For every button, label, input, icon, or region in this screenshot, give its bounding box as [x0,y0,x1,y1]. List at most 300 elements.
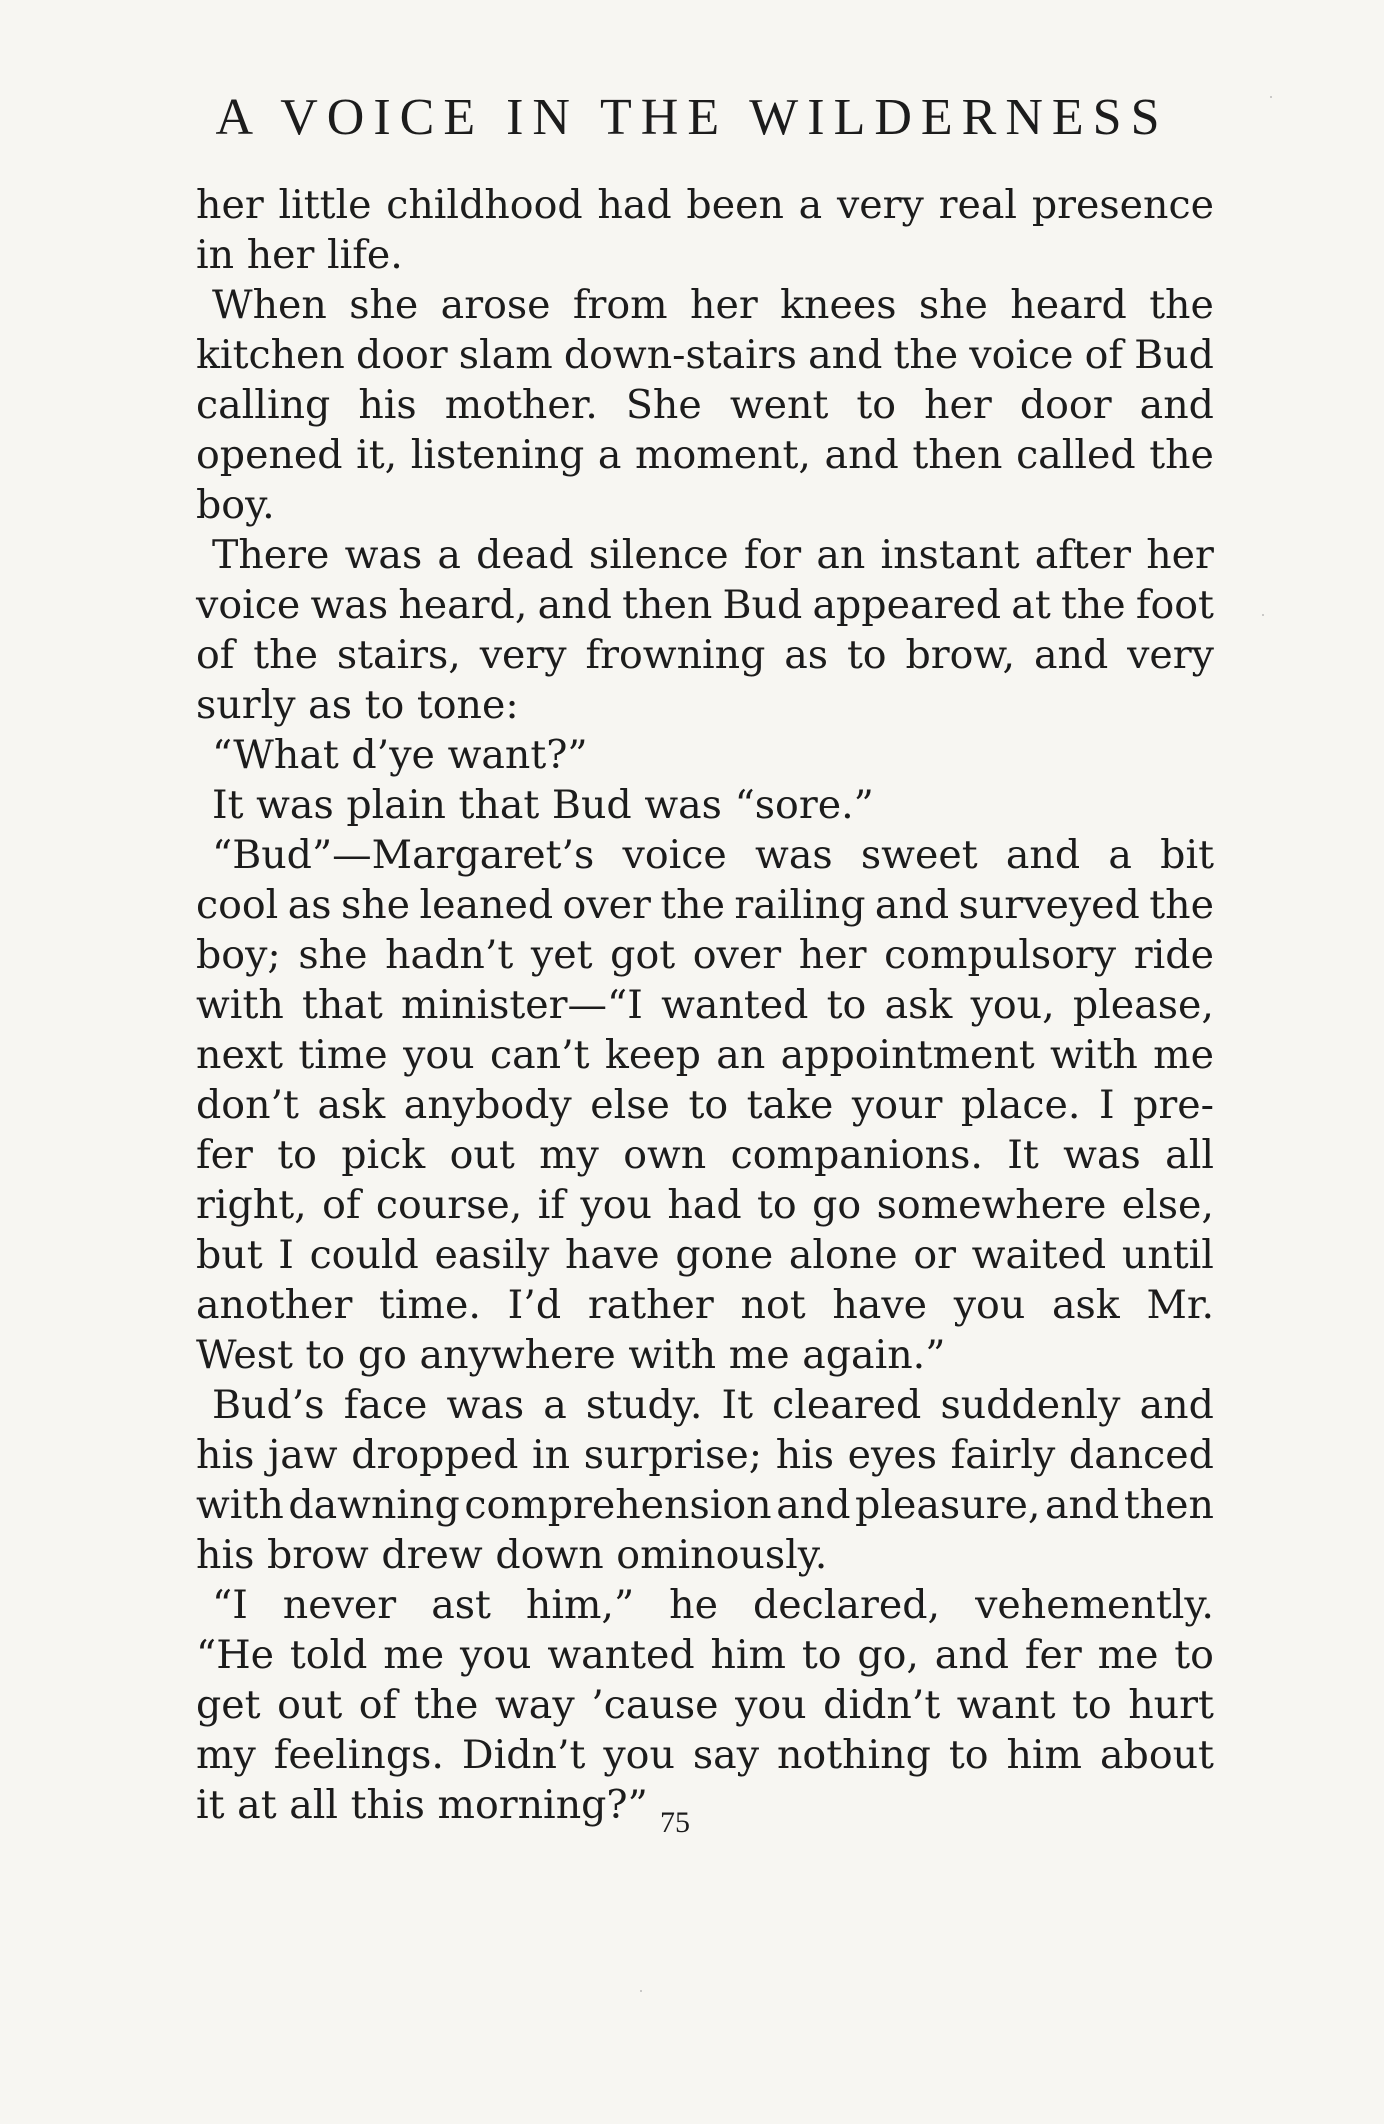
word: life. [327,232,403,278]
word: as [287,882,332,928]
word: you [603,1732,675,1778]
word: an [816,532,866,578]
word: him [1006,1732,1083,1778]
text-line [196,830,1214,880]
word: at [237,1782,277,1828]
word: waited [971,1232,1107,1278]
word: get [196,1682,261,1728]
word: had [667,1182,742,1228]
word: voice [969,332,1074,378]
word: It [1007,1132,1039,1178]
word: surveyed [958,882,1140,928]
text-line [196,1080,1214,1130]
word: wanted [661,982,809,1028]
text-line [196,530,1214,580]
word: her [196,182,264,228]
word: to [277,1132,317,1178]
word: appointment [780,1032,1035,1078]
word: that [302,982,383,1028]
word: have [564,1232,660,1278]
word: and [808,332,883,378]
paper-speck [1270,96,1272,98]
word: I [278,1232,294,1278]
text-line [196,780,1214,830]
word: and [1139,382,1214,428]
word: go [812,1182,862,1228]
word: a [1108,832,1132,878]
word: ask [884,982,953,1028]
word: compulsory [884,932,1117,978]
word: presence [1031,182,1214,228]
word: a [543,1382,567,1428]
word: “He [196,1632,275,1678]
word: ast [431,1582,491,1628]
word: say [692,1732,760,1778]
word: tone: [416,682,519,728]
word: heard, [398,582,528,628]
word: as [784,632,829,678]
word: morning?” [437,1782,648,1828]
word: could [309,1232,419,1278]
word: somewhere [876,1182,1107,1228]
word: rather [587,1282,714,1328]
word: little [278,182,372,228]
word: was [755,832,833,878]
word: and [1005,832,1081,878]
word: again.” [802,1332,946,1378]
word: was [1063,1132,1141,1178]
word: and [1139,1382,1214,1428]
word: never [282,1582,397,1628]
word: another [196,1282,353,1328]
word: pre- [1133,1082,1214,1128]
text-line [196,1030,1214,1080]
word: a [437,532,461,578]
word: if [537,1182,565,1228]
word: I’d [507,1282,562,1328]
word: then [912,432,1003,478]
word: this [350,1782,425,1828]
word: in [532,1432,571,1478]
word: for [743,532,802,578]
word: his [196,1532,255,1578]
word: had [597,182,672,228]
paper-speck [1262,614,1264,616]
word: over [692,932,782,978]
word: me [728,1332,790,1378]
word: me [1153,1032,1214,1078]
word: alone [788,1232,898,1278]
word: of [322,1182,361,1228]
word: as [308,682,352,728]
word: brow, [905,632,1016,678]
word: over [562,882,651,928]
word: Didn’t [461,1732,586,1778]
word: she [298,932,368,978]
word: instant [880,532,1020,578]
text-line [196,480,1214,530]
word: Bud’s [212,1382,325,1428]
word: time [298,1032,388,1078]
word: after [1034,532,1132,578]
word: ominously. [616,1532,828,1578]
word: you [580,1182,652,1228]
word: face [343,1382,428,1428]
word: was [256,782,334,828]
word: him,” [525,1582,635,1628]
paper-speck [640,1990,642,1992]
word: very [479,632,567,678]
word: want [956,1682,1056,1728]
word: yet [530,932,593,978]
word: of [196,632,235,678]
word: jaw [267,1432,338,1478]
word: appeared [812,582,1002,628]
word: or [913,1232,956,1278]
word: was [344,532,423,578]
word: to [801,1632,842,1678]
word: West [196,1332,293,1378]
word: anybody [403,1082,572,1128]
word: and [776,1482,851,1528]
text-line [196,930,1214,980]
word: his [196,1432,255,1478]
word: with [1050,1032,1138,1078]
word: study. [585,1382,703,1428]
word: of [1084,332,1124,378]
word: her [798,932,867,978]
word: childhood [386,182,583,228]
word: told [289,1632,368,1678]
text-line [196,280,1214,330]
word: fer [196,1132,253,1178]
word: then [622,582,713,628]
word: to [826,982,867,1028]
word: ride [1133,932,1214,978]
word: and [537,582,612,628]
text-line [196,1330,1214,1380]
word: listening [410,432,585,478]
word: been [686,182,784,228]
text-line [196,1530,1214,1580]
word: with [196,982,284,1028]
word: and [824,432,899,478]
word: else, [1121,1182,1214,1228]
text-line [196,1380,1214,1430]
word: silence [588,532,729,578]
word: at [1011,582,1051,628]
text-line [196,580,1214,630]
word: plain [346,782,446,828]
word: real [938,182,1018,228]
text-line [196,680,1214,730]
text-line [196,230,1214,280]
word: a [597,432,622,478]
word: dawning [288,1482,460,1528]
word: railing [734,882,866,928]
word: all [289,1782,339,1828]
word: the [660,882,726,928]
word: his [358,382,417,428]
word: heard [1010,282,1127,328]
word: sweet [860,832,978,878]
word: and [1044,1482,1120,1528]
word: frowning [585,632,766,678]
word: ’cause [591,1682,719,1728]
text-line [196,1430,1214,1480]
word: ask [317,1082,386,1128]
word: stairs, [336,632,461,678]
word: I [1098,1082,1115,1128]
word: about [1099,1732,1214,1778]
word: cool [196,882,279,928]
word: pick [341,1132,426,1178]
text-line [196,180,1214,230]
word: easily [434,1232,550,1278]
word: out [277,1682,343,1728]
word: cleared [772,1382,922,1428]
word: from [572,282,668,328]
word: fairly [950,1432,1056,1478]
word: dead [476,532,574,578]
word: vehemently. [975,1582,1214,1628]
word: to [846,632,887,678]
word: foot [1135,582,1214,628]
text-line [196,1230,1214,1280]
word: can’t [489,1032,590,1078]
word: gone [675,1232,774,1278]
word: door [355,332,448,378]
word: else [590,1082,670,1128]
word: opened [196,432,343,478]
running-head: A VOICE IN THE WILDERNESS [215,89,1169,146]
word: her [924,382,992,428]
word: until [1121,1232,1214,1278]
word: the [1149,282,1214,328]
text-line [196,1730,1214,1780]
text-line [196,380,1214,430]
word: nothing [776,1732,931,1778]
word: down [495,1532,604,1578]
word: but [196,1232,263,1278]
word: you [459,1632,532,1678]
word: own [623,1132,707,1178]
word: you, [970,982,1055,1028]
text-line [196,630,1214,680]
word: don’t [196,1082,299,1128]
page-number: 75 [660,1806,690,1839]
word: she [340,882,411,928]
word: the [1060,582,1126,628]
word: to [1072,1682,1112,1728]
word: the [1149,432,1214,478]
word: keep [604,1032,701,1078]
word: her [246,232,315,278]
word: next [196,1032,283,1078]
word: It [721,1382,753,1428]
word: mother. [444,382,598,428]
word: out [449,1132,515,1178]
word: drew [381,1532,483,1578]
word: minister—“I [400,982,643,1028]
word: go [357,1332,407,1378]
word: Bud [722,582,803,628]
word: to [757,1182,797,1228]
word: to [856,382,897,428]
word: to [948,1732,989,1778]
word: “What [212,732,339,778]
word: “I [212,1582,248,1628]
word: Mr. [1146,1282,1214,1328]
word: feelings. [273,1732,444,1778]
word: voice [196,582,301,628]
text-line [196,880,1214,930]
word: called [1016,432,1136,478]
word: brow [266,1532,369,1578]
word: ask [1051,1282,1120,1328]
word: she [349,282,419,328]
word: very [836,182,924,228]
word: door [1019,382,1112,428]
word: slam [458,332,553,378]
word: please, [1072,982,1214,1028]
word: moment, [635,432,811,478]
word: it [196,1782,225,1828]
word: was [446,1382,525,1428]
word: him [710,1632,787,1678]
word: an [716,1032,766,1078]
word: surprise; [583,1432,763,1478]
word: very [1127,632,1214,678]
word: want?” [447,732,588,778]
word: your [851,1082,943,1128]
word: hadn’t [385,932,514,978]
word: the [1149,882,1214,928]
word: boy. [196,482,275,528]
word: down-stairs [563,332,797,378]
word: go, [857,1632,919,1678]
word: danced [1068,1432,1214,1478]
word: “Bud”—Margaret’s [212,832,595,878]
word: Bud [551,782,632,828]
word: arose [440,282,551,328]
text-line [196,1180,1214,1230]
word: companions. [730,1132,983,1178]
text-line [196,1680,1214,1730]
word: There [212,532,330,578]
word: a [798,182,823,228]
word: pleasure, [855,1482,1041,1528]
word: boy; [196,932,281,978]
word: that [458,782,540,828]
word: all [1165,1132,1214,1178]
word: you [403,1032,475,1078]
word: knees [780,282,897,328]
body-text [196,180,1214,1830]
word: calling [196,382,331,428]
text-line [196,1630,1214,1680]
word: anywhere [419,1332,616,1378]
word: to [688,1082,729,1128]
word: in [196,232,235,278]
word: to [305,1332,346,1378]
word: her [690,282,758,328]
word: When [212,282,327,328]
word: kitchen [196,332,345,378]
word: have [832,1282,928,1328]
word: it, [356,432,398,478]
word: time. [379,1282,481,1328]
word: my [196,1732,256,1778]
word: comprehension [464,1482,772,1528]
word: fer [1024,1632,1082,1678]
word: went [729,382,829,428]
text-line [196,730,1214,780]
word: with [196,1482,284,1528]
word: you [953,1282,1026,1328]
word: me [1097,1632,1159,1678]
word: and [934,1632,1010,1678]
word: then [1123,1482,1214,1528]
word: you [735,1682,807,1728]
text-line [196,330,1214,380]
text-line [196,1130,1214,1180]
word: dropped [351,1432,519,1478]
word: declared, [753,1582,941,1628]
word: not [740,1282,806,1328]
word: didn’t [823,1682,941,1728]
text-line [196,1580,1214,1630]
word: the [893,332,959,378]
word: the [413,1682,479,1728]
text-line [196,1280,1214,1330]
word: right, [196,1182,307,1228]
word: hurt [1128,1682,1214,1728]
word: She [625,382,702,428]
text-line [196,980,1214,1030]
word: to [1174,1632,1214,1678]
word: with [628,1332,717,1378]
word: way [494,1682,575,1728]
word: of [358,1682,398,1728]
word: the [253,632,318,678]
word: he [669,1582,718,1628]
word: was [644,782,722,828]
word: take [746,1082,834,1128]
word: and [1033,632,1109,678]
word: eyes [847,1432,938,1478]
word: surly [196,682,296,728]
word: Bud [1134,332,1214,378]
word: bit [1160,832,1214,878]
word: suddenly [940,1382,1121,1428]
word: d’ye [351,732,435,778]
word: his [775,1432,835,1478]
word: voice [622,832,727,878]
word: my [539,1132,599,1178]
text-line [196,1480,1214,1530]
word: leaned [419,882,554,928]
word: and [874,882,950,928]
word: to [364,682,405,728]
word: got [610,932,676,978]
word: was [310,582,389,628]
word: course, [375,1182,523,1228]
text-line [196,430,1214,480]
word: she [918,282,988,328]
word: It [212,782,244,828]
word: “sore.” [734,782,874,828]
